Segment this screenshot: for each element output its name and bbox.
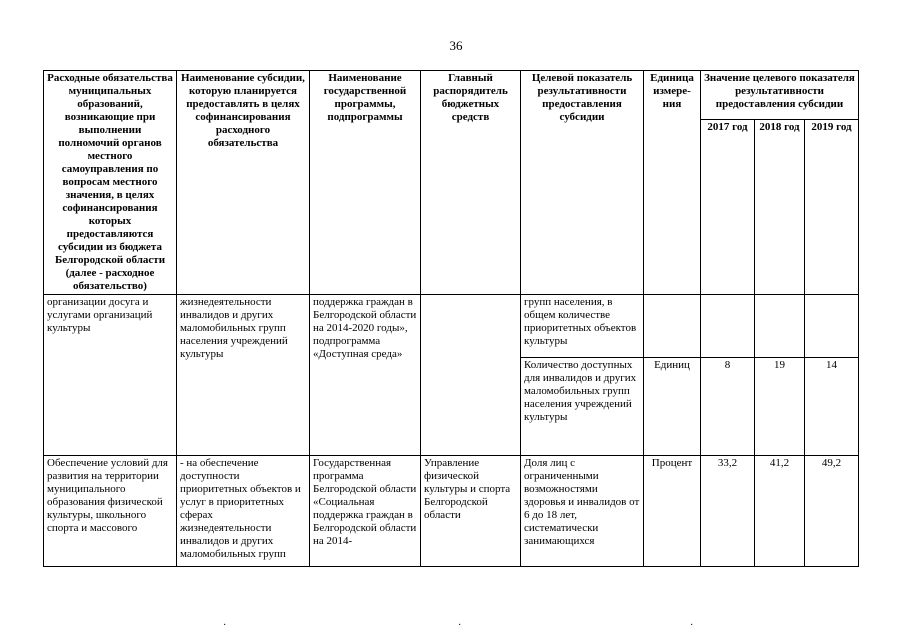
cell-program: Государственная программа Белгородской области «Социальная поддержка граждан в Белгородской области на 2014- — [310, 456, 421, 567]
subsidy-table — [43, 70, 859, 567]
header-year-2017: 2017 год — [701, 120, 755, 295]
cell-program: поддержка граждан в Белгородской области на 2014-2020 годы», подпрограмма «Доступная среда» — [310, 295, 421, 456]
cell-manager — [421, 295, 521, 456]
cell-manager: Управление физической культуры и спорта Белгородской области — [421, 456, 521, 567]
header-indicator: Целевой показатель результативности предоставления субсидии — [521, 71, 644, 295]
cell-2018: 19 — [755, 358, 805, 456]
cell-2019: 14 — [805, 358, 859, 456]
page-number: 36 — [449, 38, 463, 53]
cell-subsidy: - на обеспечение доступности приоритетных объектов и услуг в приоритетных сферах жизнедеятельности инвалидов и других маломобильных групп — [177, 456, 310, 567]
cell-2017 — [701, 295, 755, 358]
cell-2019 — [805, 295, 859, 358]
cell-obligation: организации досуга и услугами организаций культуры — [44, 295, 177, 456]
cell-obligation: Обеспечение условий для развития на территории муниципального образования физической культуры, школьного спорта и массового — [44, 456, 177, 567]
table-row — [44, 456, 859, 567]
cell-unit: Единиц — [644, 358, 701, 456]
header-value: Значение целевого показателя результативности предоставления субсидии — [701, 71, 859, 120]
footer-dot: · — [690, 620, 694, 631]
cell-2018: 41,2 — [755, 456, 805, 567]
cell-2019: 49,2 — [805, 456, 859, 567]
footer-dot: · — [223, 620, 227, 631]
cell-2018 — [755, 295, 805, 358]
header-obligation: Расходные обязательства муниципальных образований, возникающие при выполнении полномочий органов местного самоуправления по вопросам местного значения, в целях софинансирования которых предоставляются субсидии из бюджета Белгородской области (далее - расходное обязательство) — [44, 71, 177, 295]
footer-dot: · — [458, 620, 462, 631]
cell-subsidy: жизнедеятельности инвалидов и других маломобильных групп населения учреждений культуры — [177, 295, 310, 456]
header-manager: Главный распорядитель бюджетных средств — [421, 71, 521, 295]
cell-2017: 8 — [701, 358, 755, 456]
header-subsidy: Наименование субсидии, которую планируется предоставлять в целях софинансирования расходного обязательства — [177, 71, 310, 295]
header-year-2018: 2018 год — [755, 120, 805, 295]
cell-2017: 33,2 — [701, 456, 755, 567]
header-program: Наименование государственной программы, подпрограммы — [310, 71, 421, 295]
cell-indicator: Доля лиц с ограниченными возможностями здоровья и инвалидов от 6 до 18 лет, систематически занимающихся — [521, 456, 644, 567]
table-row — [44, 295, 859, 358]
cell-unit — [644, 295, 701, 358]
header-unit: Единица измере-ния — [644, 71, 701, 295]
cell-indicator: Количество доступных для инвалидов и других маломобильных групп населения учреждений культуры — [521, 358, 644, 456]
cell-unit: Процент — [644, 456, 701, 567]
header-year-2019: 2019 год — [805, 120, 859, 295]
cell-indicator: групп населения, в общем количестве приоритетных объектов культуры — [521, 295, 644, 358]
